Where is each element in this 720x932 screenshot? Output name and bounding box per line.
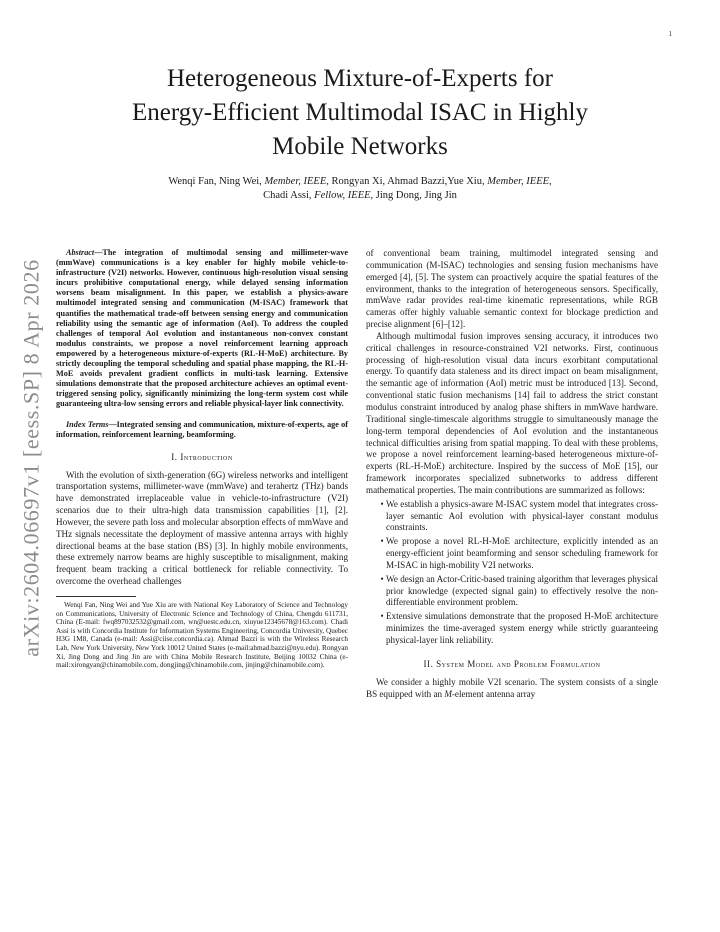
list-item: • We design an Actor-Critic-based training algorithm that leverages physical prior knowledge (expected signal gain) to effectively resolve the non-differentiable environment problem. <box>386 574 658 610</box>
arxiv-stamp-text: arXiv:2604.06697v1 [eess.SP] 8 Apr 2026 <box>19 259 45 657</box>
left-column <box>56 248 348 670</box>
math-variable: M <box>444 688 452 699</box>
abstract-paragraph <box>56 248 348 410</box>
index-terms <box>56 420 348 440</box>
author-text: Chadi Assi, <box>263 190 315 201</box>
author-membership: Member, IEEE <box>487 176 550 187</box>
list-item: • We propose a novel RL-H-MoE architecture, explicitly intended as an energy-efficient joint beamforming and sensor scheduling framework for M-ISAC in high-mobility V2I networks. <box>386 536 658 572</box>
index-terms-paragraph <box>56 420 348 440</box>
section2-text: We consider a highly mobile V2I scenario. The system consists of a single BS equipped with an <box>366 676 658 699</box>
author-list <box>90 175 630 203</box>
author-membership: Member, IEEE <box>264 176 327 187</box>
footnote-divider <box>56 596 136 597</box>
page-number: 1 <box>668 30 672 38</box>
title-line-2: Energy-Efficient Multimodal ISAC in Highly <box>132 99 588 126</box>
contributions-list <box>366 499 658 647</box>
right-column <box>366 248 658 700</box>
list-item: • We establish a physics-aware M-ISAC system model that integrates cross-layer semantic AoI evolution with physical-layer constant modulus constraints. <box>386 499 658 535</box>
intro-paragraph: With the evolution of sixth-generation (6G) wireless networks and intelligent transportation systems, millimeter-wave (mmWave) and terahertz (THz) bands have demonstrated irreplaceable value in vehicle-to-infrastructure (V2I) scenarios due to their ultra-high data transmission capabilities [1], [2]. However, the severe path loss and molecular absorption effects of mmWave and THz signals necessitate the deployment of massive antenna arrays with highly directional beams at the base station (BS) [3]. In highly mobile environments, these extremely narrow beams are highly susceptible to misalignment, making frequent beam tracking a critical bottleneck for reliable connectivity. To overcome the overhead challenges <box>56 469 348 587</box>
author-line-1 <box>90 175 630 189</box>
author-text: , <box>549 176 552 187</box>
arxiv-stamp <box>8 258 56 658</box>
body-paragraph-1: of conventional beam training, multimodel integrated sensing and communication (M-ISAC) technologies and sensing fusion mechanisms have emerged [4], [5]. The system can proactively acquire the spatial features of the environment, thanks to the integration of heterogeneous sensors. Specifically, mmWave radar provides real-time kinematic representations, while RGB cameras offer highly valuable semantic context for blockage prediction and precise alignment [6]–[12]. <box>366 248 658 330</box>
abstract-text: —The integration of multimodal sensing and millimeter-wave (mmWave) communications is a key enabler for highly mobile vehicle-to-infrastructure (V2I) networks. However, continuous high-resolution visual sensing incurs prohibitive computational energy, while delayed sensing information worsens beam misalignment. In this paper, we establish a physics-aware multimodel integrated sensing and communication (M-ISAC) framework that quantifies the mathematical trade-off between sensing energy and communication reliability using the semantic age of information (AoI). To address the coupled challenges of temporal AoI evolution and instantaneous non-convex constant modulus constraints, we propose a novel reinforcement learning approach empowered by a heterogeneous mixture-of-experts (RL-H-MoE) architecture. By strictly decoupling the temporal scheduling and spatial phase mapping, the RL-H-MoE avoids prevalent gradient conflicts in multi-task learning. Extensive simulations demonstrate that the proposed architecture achieves an optimal event-triggered sensing policy, significantly minimizing the long-term system cost while guaranteeing ultra-low sensing errors and reliable physical-layer link connectivity. <box>56 248 348 409</box>
section2-text: -element antenna array <box>451 688 536 699</box>
title-line-1: Heterogeneous Mixture-of-Experts for <box>167 65 553 92</box>
author-text: , Rongyan Xi, Ahmad Bazzi,Yue Xiu, <box>326 176 488 187</box>
author-text: , Jing Dong, Jing Jin <box>370 190 457 201</box>
author-affiliation-footnote: Wenqi Fan, Ning Wei and Yue Xiu are with National Key Laboratory of Science and Technology on Communications, University of Electronic Science and Technology of China, Chengdu 611731, China (E-mail: fwq897032532@gmail.com, wn@uestc.edu.cn, xiuyue12345678@163.com). Chadi Assi is with Concordia Institute for Information Systems Engineering, Concordia University, Quebec H3G 1M8, Canada (e-mail: Assi@ciise.concordia.ca). Ahmad Bazzi is with the Wireless Research Lab, New York University, New York 10012 United States (e-mail:ahmad.bazzi@nyu.edu). Rongyan Xi, Jing Dong and Jing Jin are with China Mobile Research Institute, Beijing 10032 China (e-mail:xirongyan@chinamobile.com, dongjing@chinamobile.com, jinjing@chinamobile.com). <box>56 600 348 670</box>
paper-title <box>90 62 630 164</box>
abstract-lead: Abstract <box>66 248 95 257</box>
abstract <box>56 248 348 410</box>
author-line-2 <box>90 189 630 203</box>
section2-paragraph <box>366 677 658 701</box>
author-membership: Fellow, IEEE <box>314 190 371 201</box>
section-heading-introduction: I. Introduction <box>171 451 233 462</box>
list-item: • Extensive simulations demonstrate that the proposed H-MoE architecture minimizes the time-averaged system energy while strictly guaranteeing physical-layer link reliability. <box>386 611 658 647</box>
title-line-3: Mobile Networks <box>272 133 448 160</box>
body-paragraph-2: Although multimodal fusion improves sensing accuracy, it introduces two critical challenges in resource-constrained V2I networks. First, continuous processing of high-resolution visual data incurs exorbitant computational energy. To quantify data staleness and its direct impact on beam misalignment, the semantic age of information (AoI) metric must be introduced [13]. Second, conventional static fusion mechanisms [14] fail to address the strict constant modulus constraint introduced by analog phase shifters in mmWave hardware. Traditional single-timescale algorithms struggle to simultaneously manage the long-term temporal dependencies of AoI evolution and the instantaneous technical difficulties arising from spatial mapping. To deal with these problems, we propose a novel reinforcement learning-based heterogeneous mixture-of-experts (RL-H-MoE) architecture. Inspired by the success of MoE [15], our framework incorporates specialized subnetworks to address different mathematical properties. The main contributions are summarized as follows: <box>366 330 658 495</box>
index-terms-text: —Integrated sensing and communication, mixture-of-experts, age of information, reinforcement learning, beamforming. <box>56 419 348 439</box>
author-text: Wenqi Fan, Ning Wei, <box>168 176 265 187</box>
index-terms-lead: Index Terms <box>66 419 109 429</box>
section-heading-system-model: II. System Model and Problem Formulation <box>423 658 601 669</box>
